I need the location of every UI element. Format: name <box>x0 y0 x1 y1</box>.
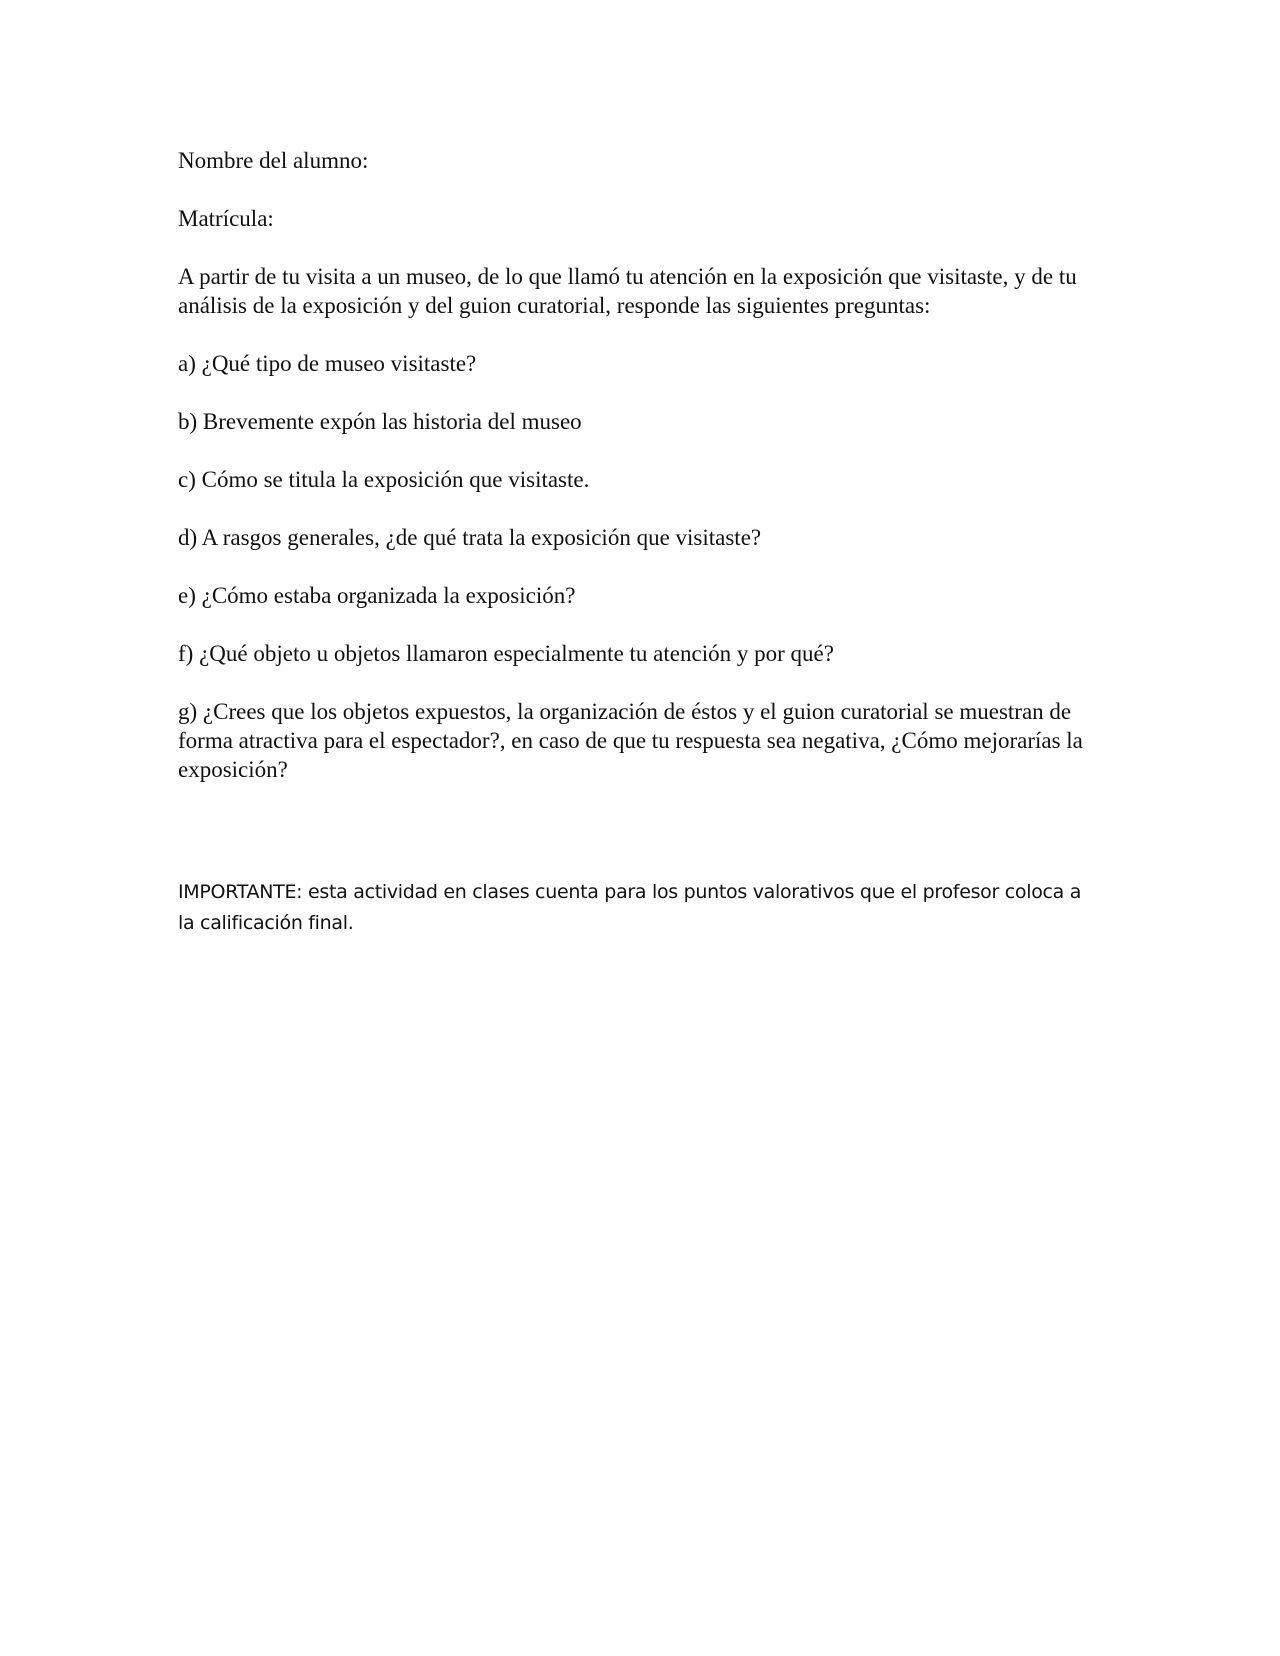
question-b: b) Brevemente expón las historia del museo <box>178 409 582 434</box>
question-a: a) ¿Qué tipo de museo visitaste? <box>178 351 477 376</box>
question-d: d) A rasgos generales, ¿de qué trata la exposición que visitaste? <box>178 525 762 550</box>
student-name-label: Nombre del alumno: <box>178 148 369 173</box>
document-body <box>178 146 1098 784</box>
question-e: e) ¿Cómo estaba organizada la exposición? <box>178 583 576 608</box>
intro-paragraph: A partir de tu visita a un museo, de lo que llamó tu atención en la exposición que visitaste, y de tu análisis de la exposición y del guion curatorial, responde las siguientes preguntas: <box>178 264 1077 318</box>
question-g: g) ¿Crees que los objetos expuestos, la organización de éstos y el guion curatorial se muestran de forma atractiva para el espectador?, en caso de que tu respuesta sea negativa, ¿Cómo mejorarías la exposición? <box>178 699 1083 782</box>
enrollment-label: Matrícula: <box>178 206 274 231</box>
question-f: f) ¿Qué objeto u objetos llamaron especialmente tu atención y por qué? <box>178 641 834 666</box>
question-c: c) Cómo se titula la exposición que visitaste. <box>178 467 590 492</box>
important-note: IMPORTANTE: esta actividad en clases cuenta para los puntos valorativos que el profesor coloca a la calificación final. <box>178 881 1082 934</box>
